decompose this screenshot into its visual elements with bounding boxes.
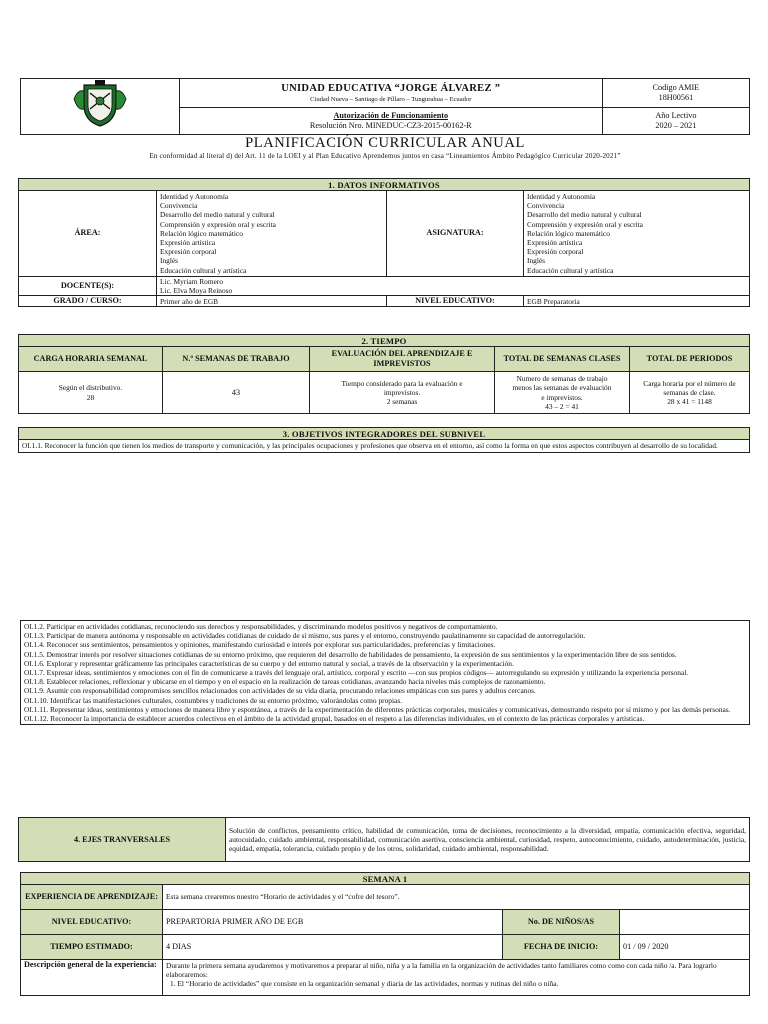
asignatura-item: Relación lógico matemático bbox=[527, 228, 610, 238]
total-semanas-line: 43 – 2 = 41 bbox=[545, 401, 579, 411]
tiempo-estimado-label: TIEMPO ESTIMADO: bbox=[21, 935, 163, 960]
semana-title: SEMANA 1 bbox=[21, 873, 750, 885]
datos-table bbox=[18, 178, 750, 307]
area-item: Educación cultural y artística bbox=[160, 265, 247, 275]
descripcion-line: 1. El “Horario de actividades” que consiste en la organización semanal y diaria de las actividades, normas y rutinas del niño o niña. bbox=[170, 979, 559, 989]
objetivo-item: OI.1.10. Identificar las manifestaciones culturales, costumbres y tradiciones de su entorno próximo, valorándolas como propias. bbox=[24, 695, 403, 705]
fecha-inicio-label: FECHA DE INICIO: bbox=[503, 935, 620, 960]
year-label: Año Lectivo bbox=[655, 111, 697, 121]
ejes-label: 4. EJES TRANVERSALES bbox=[19, 818, 226, 862]
school-address: Ciudad Nueva – Santiago de Píllaro – Tungurahua – Ecuador bbox=[310, 96, 472, 104]
objetivo-oi-1-1: OI.1.1. Reconocer la función que tienen los medios de transporte y comunicación, y las principales ocupaciones y profesiones que observa en el entorno, así como la forma en que estos aspectos contribuyen al desarrollo de su localidad. bbox=[19, 440, 750, 453]
descripcion-line: Durante la primera semana ayudaremos y motivaremos a preparar al niño, niña y a la familia en la organización de actividades tanto familiares como como con cada niño /a. Para lograrlo elaboraremos: bbox=[166, 961, 717, 980]
amie-code: 18H00561 bbox=[658, 93, 694, 103]
area-label: ÁREA: bbox=[19, 191, 157, 277]
page-subtitle: En conformidad al literal d) del Art. 11 de la LOEI y al Plan Educativo Aprendemos juntos en casa “Lineamientos Ámbito Pedagógico Curricular 2020-2021” bbox=[149, 152, 621, 160]
header-total-semanas: TOTAL DE SEMANAS CLASES bbox=[495, 347, 630, 372]
asignatura-item: Expresión corporal bbox=[527, 247, 584, 257]
area-item: Inglés bbox=[160, 256, 179, 266]
asignatura-item: Expresión artística bbox=[527, 238, 583, 248]
docente-name: Lic. Myriam Romero bbox=[160, 276, 224, 286]
tiempo-estimado-value: 4 DIAS bbox=[163, 935, 503, 960]
objetivo-item: OI.1.9. Asumir con responsabilidad compromisos sencillos relacionados con actividades de su vida diaria, procurando relaciones empáticas con sus pares y adultos cercanos. bbox=[24, 686, 536, 696]
semana-table bbox=[20, 872, 750, 996]
semanas-value: 43 bbox=[163, 372, 310, 414]
grado-value: Primer año de EGB bbox=[157, 296, 387, 307]
objetivo-item: OI.1.6. Explorar y representar gráficamente las principales características de su cuerpo y del entorno natural y social, a través de la observación y la experimentación. bbox=[24, 658, 514, 668]
asignatura-item: Identidad y Autonomía bbox=[527, 192, 596, 201]
authorization-label: Autorización de Funcionamiento bbox=[333, 111, 449, 121]
experiencia-value: Esta semana crearemos nuestro “Horario de actividades y el “cofre del tesoro”. bbox=[163, 885, 750, 910]
objetivos-table-bottom bbox=[20, 620, 750, 725]
asignatura-item: Comprensión y expresión oral y escrita bbox=[527, 219, 643, 229]
school-crest-icon bbox=[68, 79, 132, 129]
header-carga: CARGA HORARIA SEMANAL bbox=[19, 347, 163, 372]
objetivo-item: OI.1.12. Reconocer la importancia de establecer acuerdos colectivos en el ámbito de la actividad grupal, basados en el respeto a las diferencias individuales, en el contexto de las prácticas corporales y artísticas. bbox=[24, 714, 645, 724]
carga-number: 28 bbox=[86, 392, 95, 402]
objetivo-item: OI.1.3. Participar de manera autónoma y responsable en actividades cotidianas de cuidado de sí mismo, sus pares y el entorno, construyendo paulatinamente su capacidad de autorregulación. bbox=[24, 631, 586, 641]
objetivos-table-top bbox=[18, 427, 750, 453]
semana-nivel-label: NIVEL EDUCATIVO: bbox=[21, 910, 163, 935]
descripcion-label: Descripción general de la experiencia: bbox=[21, 960, 163, 996]
area-item: Relación lógico matemático bbox=[160, 228, 243, 238]
amie-cell bbox=[602, 79, 749, 108]
asignatura-list bbox=[524, 191, 750, 277]
year-value: 2020 – 2021 bbox=[655, 121, 697, 131]
total-periodos-value bbox=[630, 372, 750, 414]
docente-name: Lic. Elva Moya Reinoso bbox=[160, 286, 233, 296]
nivel-value: EGB Preparatoria bbox=[524, 296, 750, 307]
total-periodos-line: semanas de clase. bbox=[663, 387, 716, 397]
resolution-number: Resolución Nro. MINEDUC-CZ3-2015-00162-R bbox=[309, 121, 472, 131]
carga-value bbox=[19, 372, 163, 414]
semana-nivel-value: PREPARTORIA PRIMER AÑO DE EGB bbox=[163, 910, 503, 935]
evaluacion-value bbox=[310, 372, 495, 414]
objetivo-item: OI.1.5. Demostrar interés por resolver situaciones cotidianas de su entorno próximo, que requieren del desarrollo de habilidades de pensamiento, la expresión de sus sentimientos y la experimentación libre de sus sentidos. bbox=[24, 649, 677, 659]
school-year-cell bbox=[602, 108, 749, 135]
ejes-text: Solución de conflictos, pensamiento crítico, habilidad de comunicación, toma de decisiones, reconocimiento a la diversidad, empatía, comunicación efectiva, seguridad, autocuidado, cuidado ambiental, responsabilidad, comunicación asertiva, consciencia ambiental, curiosidad, respeto, autoconocimiento, cuidado, autodeterminación, justicia, equidad, empatía, tolerancia, cuidado propio y de los otros, solidaridad, cuidado ambiental, responsabilidad. bbox=[226, 818, 750, 862]
area-item: Expresión artística bbox=[160, 238, 216, 248]
tiempo-table bbox=[18, 334, 750, 414]
grado-label: GRADO / CURSO: bbox=[19, 296, 157, 307]
area-list bbox=[157, 191, 387, 277]
docentes-label: DOCENTE(S): bbox=[19, 276, 157, 295]
total-semanas-value bbox=[495, 372, 630, 414]
docentes-list bbox=[157, 276, 750, 295]
area-item: Comprensión y expresión oral y escrita bbox=[160, 219, 276, 229]
experiencia-label: EXPERIENCIA DE APRENDIZAJE: bbox=[21, 885, 163, 910]
objetivos-section-title: 3. OBJETIVOS INTEGRADORES DEL SUBNIVEL bbox=[19, 428, 750, 440]
area-item: Expresión corporal bbox=[160, 247, 217, 257]
objetivos-list bbox=[21, 621, 750, 725]
resolution-cell bbox=[179, 108, 602, 135]
tiempo-section-title: 2. TIEMPO bbox=[19, 335, 750, 347]
area-item: Desarrollo del medio natural y cultural bbox=[160, 210, 275, 220]
amie-label: Codigo AMIE bbox=[652, 83, 700, 93]
asignatura-item: Educación cultural y artística bbox=[527, 265, 614, 275]
school-name: UNIDAD EDUCATIVA “JORGE ÁLVAREZ ” bbox=[281, 83, 501, 95]
asignatura-item: Inglés bbox=[527, 256, 546, 266]
datos-section-title: 1. DATOS INFORMATIVOS bbox=[19, 179, 750, 191]
objetivo-item: OI.1.7. Expresar ideas, sentimientos y emociones con el fin de comunicarse a través del lenguaje oral, artístico, corporal y escrito —con sus propios códigos— autorregulando su expresión y utilizando la experiencia personal. bbox=[24, 668, 689, 678]
evaluacion-line: 2 semanas bbox=[386, 397, 418, 407]
fecha-inicio-value: 01 / 09 / 2020 bbox=[620, 935, 750, 960]
carga-text: Según el distributivo. bbox=[58, 383, 123, 393]
objetivo-item: OI.1.2. Participar en actividades cotidianas, reconociendo sus derechos y responsabilidades, y discriminando modelos positivos y negativos de comportamiento. bbox=[24, 622, 498, 631]
area-item: Convivencia bbox=[160, 201, 198, 211]
asignatura-item: Desarrollo del medio natural y cultural bbox=[527, 210, 642, 220]
evaluacion-line: Tiempo considerado para la evaluación e bbox=[341, 378, 463, 388]
total-semanas-line: e imprevistos. bbox=[541, 392, 583, 402]
total-semanas-line: Numero de semanas de trabajo bbox=[516, 374, 608, 384]
ejes-table bbox=[18, 817, 750, 862]
asignatura-label: ASIGNATURA: bbox=[387, 191, 524, 277]
objetivo-item: OI.1.11. Representar ideas, sentimientos y emociones de manera libre y espontánea, a través de la experimentación de diferentes prácticas corporales, musicales y comunicativas, demostrando respeto por sí mismo y por las demás personas. bbox=[24, 704, 731, 714]
page-title: PLANIFICACIÓN CURRICULAR ANUAL bbox=[245, 135, 525, 151]
ninos-value bbox=[620, 910, 750, 935]
objetivo-item: OI.1.4. Reconocer sus sentimientos, pensamientos y opiniones, manifestando curiosidad e interés por explorar sus particularidades, preferencias y limitaciones. bbox=[24, 640, 496, 650]
nivel-label: NIVEL EDUCATIVO: bbox=[387, 296, 524, 307]
descripcion-value bbox=[163, 960, 750, 996]
header-evaluacion: EVALUACIÓN DEL APRENDIZAJE E IMPREVISTOS bbox=[310, 347, 495, 372]
ninos-label: No. DE NIÑOS/AS bbox=[503, 910, 620, 935]
evaluacion-line: imprevistos. bbox=[383, 387, 421, 397]
school-info-cell bbox=[179, 79, 602, 108]
total-semanas-line: menos las semanas de evaluación bbox=[512, 383, 612, 393]
header-total-periodos: TOTAL DE PERIODOS bbox=[630, 347, 750, 372]
school-logo bbox=[21, 79, 180, 135]
total-periodos-line: 28 x 41 = 1148 bbox=[667, 397, 712, 407]
objetivo-item: OI.1.8. Establecer relaciones, reflexionar y ubicarse en el tiempo y en el espacio en la realización de tareas cotidianas, avanzando hacia niveles más complejos de razonamiento. bbox=[24, 677, 546, 687]
header-semanas: N.º SEMANAS DE TRABAJO bbox=[163, 347, 310, 372]
asignatura-item: Convivencia bbox=[527, 201, 565, 211]
area-item: Identidad y Autonomía bbox=[160, 192, 229, 201]
total-periodos-line: Carga horaria por el número de bbox=[643, 378, 736, 388]
header-table bbox=[20, 78, 750, 135]
